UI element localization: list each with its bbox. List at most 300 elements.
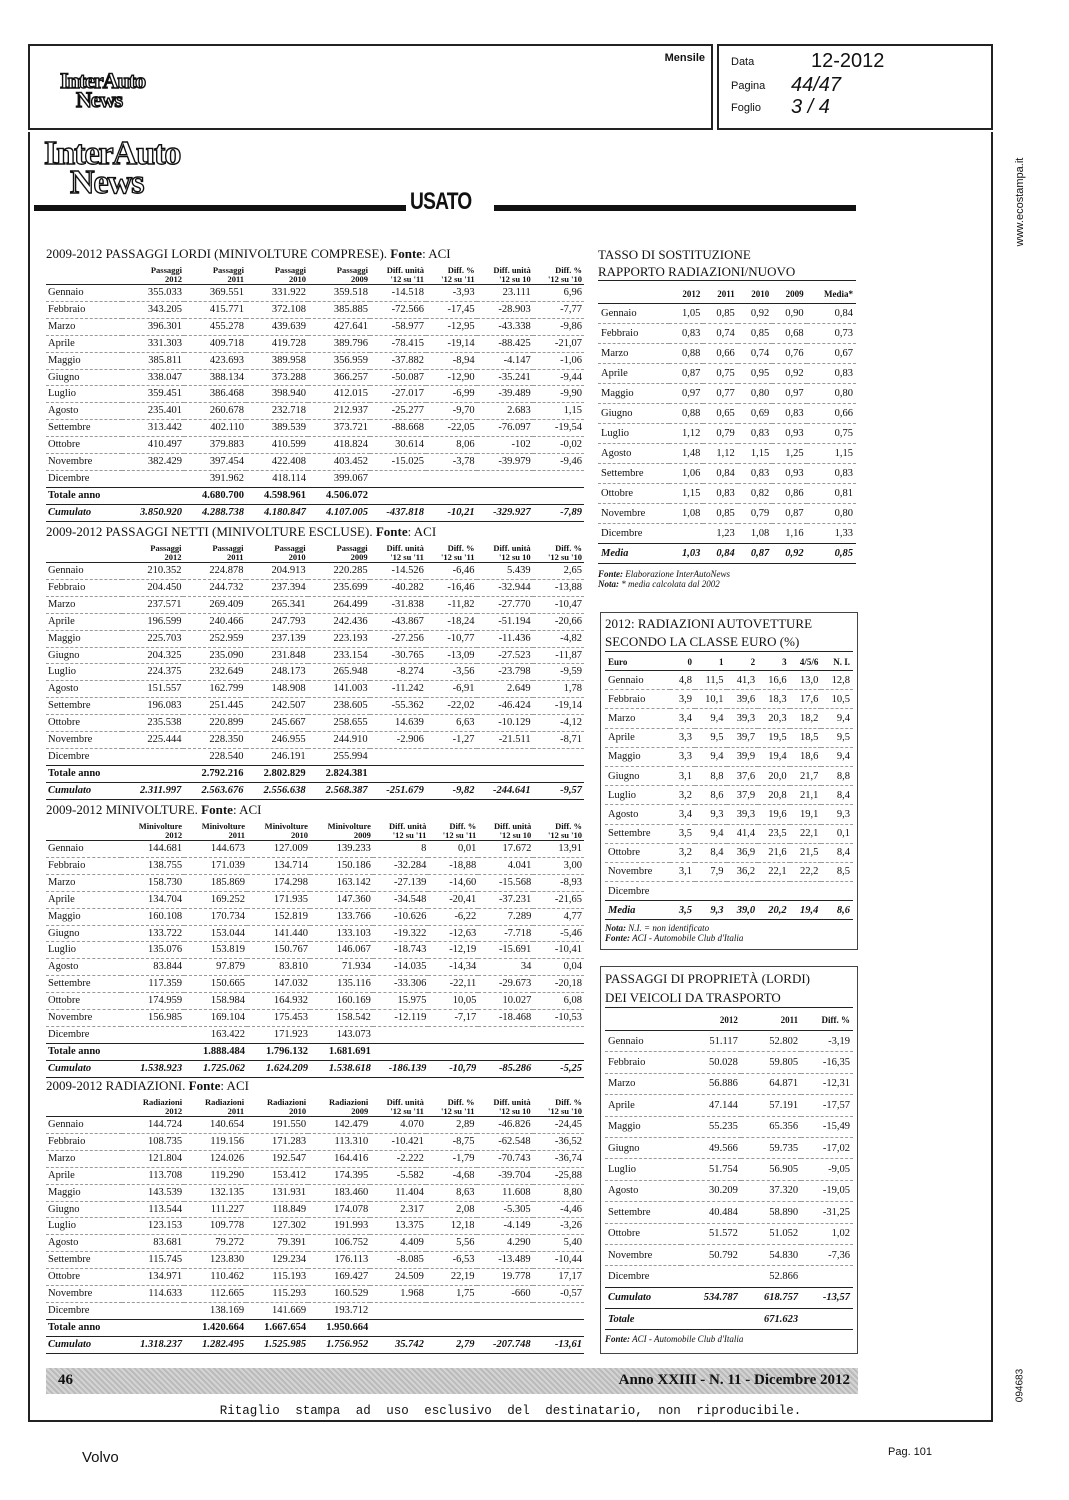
row-value: -10.626 — [373, 908, 428, 925]
row-value: 4.041 — [478, 857, 533, 874]
row-label: Cumulato — [46, 782, 122, 799]
small-row-value: 9,3 — [695, 901, 727, 920]
small-row-value: -12,31 — [801, 1073, 853, 1094]
row-label: Giugno — [46, 925, 121, 942]
small-row-value: 10,5 — [821, 690, 853, 709]
row-label: Totale anno — [46, 1043, 121, 1060]
header-bottom: 2011 — [228, 830, 246, 840]
row-value: -14.526 — [370, 563, 426, 580]
row-value: 331.303 — [122, 335, 184, 352]
row-label: Aprile — [46, 613, 122, 630]
small-row-label: Ottobre — [605, 1223, 681, 1244]
row-value: 235.401 — [122, 403, 184, 420]
header-logo — [60, 68, 146, 112]
table-row — [46, 976, 584, 993]
row-value: 160.108 — [121, 908, 184, 925]
small-row-value: 50.028 — [681, 1052, 741, 1073]
small-row-label: Maggio — [605, 1116, 681, 1137]
row-value: 24.509 — [370, 1269, 426, 1286]
small-row-value: 0,75 — [807, 424, 856, 444]
masthead-logo — [44, 135, 181, 201]
small-row-value: 20,2 — [758, 901, 790, 920]
row-value: 147.032 — [247, 976, 310, 993]
row-value — [478, 1026, 533, 1043]
row-value: 174.298 — [247, 874, 310, 891]
row-value: 23.111 — [477, 285, 533, 302]
row-value: 115.293 — [246, 1286, 308, 1303]
table-radiazioni-block — [46, 1078, 584, 1354]
row-value: -13.489 — [477, 1252, 533, 1269]
row-value: 389.958 — [246, 352, 308, 369]
small-row-value: 64.871 — [741, 1073, 801, 1094]
table-header-cell — [308, 262, 370, 285]
row-label: Marzo — [46, 874, 121, 891]
header-bottom: '12 su '10 — [547, 274, 582, 284]
header-bottom: '12 su 10 — [499, 552, 531, 562]
small-row-value: 17,6 — [790, 690, 822, 709]
row-value: 2.556.638 — [246, 782, 308, 799]
row-value: 258.655 — [308, 715, 370, 732]
row-value: -8,94 — [426, 352, 477, 369]
table-lordi-block — [46, 246, 584, 522]
small-header-cell: 2011 — [703, 285, 737, 304]
small-row-value: 0,76 — [772, 344, 806, 364]
row-value: -9,59 — [533, 664, 584, 681]
row-value: -37.231 — [478, 891, 533, 908]
small-row-value: 1,15 — [669, 484, 703, 504]
row-value: -2.906 — [370, 732, 426, 749]
small-row-value: -16,35 — [801, 1052, 853, 1073]
row-value: 152.819 — [247, 908, 310, 925]
table-header-cell — [184, 1094, 246, 1117]
row-label: Settembre — [46, 698, 122, 715]
small-row-label: Dicembre — [605, 1266, 681, 1287]
row-value: 171.039 — [184, 857, 247, 874]
row-value: 183.460 — [308, 1184, 370, 1201]
row-value: 1.538.923 — [121, 1060, 184, 1077]
row-value: 151.557 — [122, 681, 183, 698]
row-value: 359.518 — [308, 285, 370, 302]
table-row — [46, 1201, 584, 1218]
row-value: 113.310 — [308, 1133, 370, 1150]
small-table-row — [598, 364, 856, 384]
small-header-row — [605, 654, 853, 671]
small-row-value: 0,77 — [703, 384, 737, 404]
row-label: Novembre — [46, 732, 122, 749]
small-row-value: 0,66 — [807, 404, 856, 424]
small-row-value: 0,90 — [772, 304, 806, 324]
small-row-label: Agosto — [605, 805, 670, 824]
small-header-corner — [598, 285, 669, 304]
table-header-cell — [477, 540, 533, 563]
row-value: -19,54 — [533, 420, 584, 437]
row-value: 366.257 — [308, 369, 370, 386]
row-value: -4,82 — [533, 630, 584, 647]
header-bottom: 2012 — [165, 274, 183, 284]
row-value: 133.103 — [310, 925, 373, 942]
header-top: Diff. % — [447, 1097, 475, 1107]
tasso-nota: Nota: * media calcolata dal 2002 — [598, 579, 720, 589]
row-value: -8,93 — [533, 874, 584, 891]
small-row-value: -3,19 — [801, 1031, 853, 1052]
table-row — [46, 664, 584, 681]
row-label: Ottobre — [46, 993, 121, 1010]
table-header-cell — [478, 818, 533, 841]
small-table-row — [605, 1073, 853, 1094]
row-value: -4.149 — [477, 1218, 533, 1235]
row-value: 170.734 — [184, 908, 247, 925]
row-value: 415.771 — [184, 301, 246, 318]
totale-row — [46, 487, 584, 504]
small-row-value: 0,85 — [703, 504, 737, 524]
row-value: 11.608 — [477, 1184, 533, 1201]
small-row-value: 1,12 — [669, 424, 703, 444]
row-label: Settembre — [46, 976, 121, 993]
row-label: Settembre — [46, 1252, 122, 1269]
small-header-cell: 2 — [727, 654, 759, 671]
row-value: 115.193 — [246, 1269, 308, 1286]
small-row-value: 1,02 — [801, 1223, 853, 1244]
masthead-line2: News — [70, 163, 144, 201]
small-row-value: 9,4 — [695, 709, 727, 728]
row-value: -13,88 — [533, 579, 584, 596]
header-top: Minivolture — [264, 821, 308, 831]
row-value: -660 — [477, 1286, 533, 1303]
row-value: 150.186 — [310, 857, 373, 874]
row-value: -27.523 — [477, 647, 533, 664]
table-header-cell — [310, 818, 373, 841]
row-value: 123.830 — [184, 1252, 246, 1269]
table-netti-block — [46, 524, 584, 800]
small-row-value: 0,85 — [807, 544, 856, 564]
trasporto-block — [600, 966, 858, 1354]
header-top: Passaggi — [150, 265, 183, 275]
small-table-row — [605, 690, 853, 709]
small-row-value: 3,9 — [670, 690, 695, 709]
foglio-value: 3 / 4 — [791, 96, 830, 118]
header-top: Diff. unità — [493, 543, 531, 553]
row-value — [370, 1319, 426, 1336]
small-row-value: 3,4 — [670, 805, 695, 824]
small-row-value: 56.905 — [741, 1159, 801, 1180]
small-row-value: 9,3 — [695, 805, 727, 824]
trasporto-title1: PASSAGGI DI PROPRIETÀ (LORDI) — [605, 971, 811, 986]
row-value — [426, 1319, 477, 1336]
euro-title1: 2012: RADIAZIONI AUTOVETTURE — [605, 616, 813, 631]
header-bottom: '12 su '11 — [440, 552, 475, 562]
row-label: Totale anno — [46, 487, 122, 504]
small-row-label: Settembre — [598, 464, 669, 484]
header-bottom: '12 su '11 — [390, 274, 425, 284]
small-row-label: Settembre — [605, 824, 670, 843]
row-value: 419.728 — [246, 335, 308, 352]
small-row-value: 0,84 — [807, 304, 856, 324]
row-value: 3.850.920 — [122, 504, 184, 521]
header-top: Diff. % — [555, 265, 582, 275]
row-value: -19,14 — [533, 698, 584, 715]
header-top: Diff. unità — [493, 1097, 531, 1107]
row-value: 127.302 — [246, 1218, 308, 1235]
row-value: -25.277 — [370, 403, 426, 420]
table-header-row — [46, 540, 584, 563]
row-value: -3,78 — [426, 454, 477, 471]
table-row — [46, 403, 584, 420]
small-row-value: 21,6 — [758, 843, 790, 862]
row-value: 14.639 — [370, 715, 426, 732]
small-row-label: Febbraio — [598, 324, 669, 344]
row-value — [533, 765, 584, 782]
table-header-cell — [121, 818, 184, 841]
small-row-value: 52.802 — [741, 1031, 801, 1052]
header-top: Diff. % — [555, 1097, 582, 1107]
row-value: -88.668 — [370, 420, 426, 437]
row-label: Febbraio — [46, 301, 122, 318]
row-value — [533, 487, 584, 504]
row-value: -27.139 — [373, 874, 428, 891]
header-bottom: 2011 — [227, 1106, 245, 1116]
row-value: 398.940 — [246, 386, 308, 403]
small-row-value: 1,03 — [669, 544, 703, 564]
small-row-value: -31,25 — [801, 1202, 853, 1223]
row-label: Febbraio — [46, 1133, 122, 1150]
row-value: -15.025 — [370, 454, 426, 471]
small-row-value: 0,97 — [669, 384, 703, 404]
row-value: 423.693 — [184, 352, 246, 369]
row-value: 121.804 — [122, 1150, 184, 1167]
header-bottom: 2010 — [288, 274, 306, 284]
table-header-cell — [477, 1094, 533, 1117]
row-value: -10,44 — [533, 1252, 584, 1269]
row-value: 235.538 — [122, 715, 183, 732]
row-value: 2,79 — [426, 1336, 477, 1353]
row-value: 191.550 — [246, 1117, 308, 1134]
small-row-value: 0,69 — [738, 404, 772, 424]
row-value: -8.085 — [370, 1252, 426, 1269]
small-row-value: 3,3 — [670, 747, 695, 766]
row-value — [370, 1302, 426, 1319]
row-value — [370, 748, 426, 765]
disclaimer: Ritaglio stampa ad uso esclusivo del destinatario, non riproducibile. — [219, 1404, 802, 1418]
row-value: 224.878 — [183, 563, 245, 580]
table-header-cell — [370, 262, 426, 285]
small-row-value — [695, 882, 727, 901]
table-row — [46, 993, 584, 1010]
small-row-value — [758, 882, 790, 901]
row-value — [428, 1026, 478, 1043]
small-row-value: 0,74 — [703, 324, 737, 344]
small-row-value: 56.886 — [681, 1073, 741, 1094]
row-value: 118.849 — [246, 1201, 308, 1218]
table-row — [46, 908, 584, 925]
row-label: Agosto — [46, 681, 122, 698]
table-row — [46, 1235, 584, 1252]
row-value: 13,91 — [533, 841, 584, 858]
header-bottom: '12 su '11 — [390, 552, 424, 562]
small-row-value: 51.117 — [681, 1031, 741, 1052]
table-row — [46, 437, 584, 454]
row-value: -6,46 — [426, 563, 477, 580]
netti-table — [46, 540, 584, 800]
row-value: 83.681 — [122, 1235, 184, 1252]
row-value: 373.288 — [246, 369, 308, 386]
row-value: 175.453 — [247, 1010, 310, 1027]
row-value: 396.301 — [122, 318, 184, 335]
row-value: -51.194 — [477, 613, 533, 630]
small-row-label: Luglio — [605, 786, 670, 805]
small-row-value — [790, 882, 822, 901]
table-row — [46, 698, 584, 715]
row-label: Cumulato — [46, 1060, 121, 1077]
row-value: 244.910 — [308, 732, 370, 749]
row-value: 385.811 — [122, 352, 184, 369]
small-table-row — [605, 862, 853, 881]
row-value: 34 — [478, 959, 533, 976]
row-label: Maggio — [46, 630, 122, 647]
header-bottom: '12 su 10 — [499, 830, 532, 840]
header-bottom: 2009 — [351, 1106, 369, 1116]
row-value: 255.994 — [308, 748, 370, 765]
table-row — [46, 959, 584, 976]
row-value: 4.107.005 — [308, 504, 370, 521]
row-value: 246.191 — [246, 748, 308, 765]
row-label: Cumulato — [46, 1336, 122, 1353]
row-value: -14,60 — [428, 874, 478, 891]
row-value: 196.599 — [122, 613, 183, 630]
header-top: Passaggi — [150, 543, 182, 553]
row-label: Maggio — [46, 1184, 122, 1201]
row-value — [533, 748, 584, 765]
row-value: -7,17 — [428, 1010, 478, 1027]
row-value: 192.547 — [246, 1150, 308, 1167]
row-value: -10.421 — [370, 1133, 426, 1150]
row-value: -12,90 — [426, 369, 477, 386]
row-value: 12,18 — [426, 1218, 477, 1235]
small-row-value: 3,4 — [670, 709, 695, 728]
footer-page-num: 46 — [58, 1372, 73, 1388]
row-value: 160.529 — [308, 1286, 370, 1303]
small-row-value: 3,3 — [670, 728, 695, 747]
row-value: 8,80 — [533, 1184, 584, 1201]
row-value: -9,57 — [533, 782, 584, 799]
row-value: -22,02 — [426, 698, 477, 715]
small-row-label: Settembre — [605, 1202, 681, 1223]
client-name: Volvo — [82, 1449, 119, 1466]
table-row — [46, 285, 584, 302]
table-header-cell — [533, 818, 584, 841]
row-value — [426, 487, 477, 504]
small-header-cell: Diff. % — [801, 1010, 853, 1031]
row-value: 224.375 — [122, 664, 183, 681]
small-header-cell: 4/5/6 — [790, 654, 822, 671]
small-row-value: 0,87 — [738, 544, 772, 564]
small-row-value: 618.757 — [741, 1287, 801, 1308]
table-row — [46, 318, 584, 335]
small-table-row — [605, 747, 853, 766]
row-value: 79.391 — [246, 1235, 308, 1252]
tasso-title1: TASSO DI SOSTITUZIONE — [598, 247, 751, 262]
row-value: -17,45 — [426, 301, 477, 318]
small-row-value: 49.566 — [681, 1137, 741, 1158]
small-header-corner — [605, 1010, 681, 1031]
row-value: -8.274 — [370, 664, 426, 681]
row-value: 225.444 — [122, 732, 183, 749]
trasporto-title2: DEI VEICOLI DA TRASPORTO — [605, 988, 853, 1008]
radiazioni-table — [46, 1094, 584, 1354]
small-row-value: 51.052 — [741, 1223, 801, 1244]
small-row-value — [801, 1309, 853, 1330]
row-value: 138.169 — [184, 1302, 246, 1319]
row-value: -33.306 — [373, 976, 428, 993]
footer-issue: Anno XXIII - N. 11 - Dicembre 2012 — [618, 1372, 850, 1388]
small-row-value: 0,74 — [738, 344, 772, 364]
totale-row — [46, 1319, 584, 1336]
small-row-value — [670, 882, 695, 901]
row-value: 141.003 — [308, 681, 370, 698]
table-row — [46, 1026, 584, 1043]
minivolture-title: 2009-2012 MINIVOLTURE. Fonte: ACI — [46, 802, 262, 817]
row-value: -2.222 — [370, 1150, 426, 1167]
row-value: 185.869 — [184, 874, 247, 891]
row-label: Ottobre — [46, 437, 122, 454]
small-row-value: 0,83 — [669, 324, 703, 344]
row-label: Gennaio — [46, 1117, 122, 1134]
row-value: 2.802.829 — [246, 765, 308, 782]
row-value: 4.288.738 — [184, 504, 246, 521]
row-value: 119.156 — [184, 1133, 246, 1150]
row-value — [426, 765, 477, 782]
small-row-value: 1,25 — [772, 444, 806, 464]
row-value: 1.888.484 — [184, 1043, 247, 1060]
row-value: 372.108 — [246, 301, 308, 318]
small-row-value: 3,2 — [670, 843, 695, 862]
small-row-value: 0,80 — [807, 384, 856, 404]
row-value: 133.766 — [310, 908, 373, 925]
header-bottom: '12 su 10 — [499, 1106, 531, 1116]
row-value: 174.078 — [308, 1201, 370, 1218]
tasso-table — [598, 285, 856, 564]
table-row — [46, 1133, 584, 1150]
table-row — [46, 874, 584, 891]
row-value: -20,18 — [533, 976, 584, 993]
row-value: 171.935 — [247, 891, 310, 908]
small-row-value: 0,86 — [772, 484, 806, 504]
small-header-cell: 2011 — [741, 1010, 801, 1031]
row-value: -6,53 — [426, 1252, 477, 1269]
row-value: 220.899 — [183, 715, 245, 732]
row-value: -32.284 — [373, 857, 428, 874]
row-value: -3,56 — [426, 664, 477, 681]
row-value: 1.318.237 — [122, 1336, 184, 1353]
row-value: 388.134 — [184, 369, 246, 386]
table-row — [46, 579, 584, 596]
row-value: 143.539 — [122, 1184, 184, 1201]
header-top: Diff. % — [449, 821, 477, 831]
small-row-value: 39,3 — [727, 805, 759, 824]
row-value: 4.680.700 — [184, 487, 246, 504]
small-row-value: 18,2 — [790, 709, 822, 728]
small-table-row — [598, 424, 856, 444]
tasso-title2: RAPPORTO RADIAZIONI/NUOVO — [598, 263, 856, 281]
row-value — [122, 748, 183, 765]
row-value: -46.424 — [477, 698, 533, 715]
small-row-value: 19,5 — [758, 728, 790, 747]
row-value: 134.704 — [121, 891, 184, 908]
small-row-value: 7,9 — [695, 862, 727, 881]
data-value: 12-2012 — [811, 50, 885, 72]
row-value: 163.422 — [184, 1026, 247, 1043]
table-row — [46, 369, 584, 386]
small-row-value: 1,06 — [669, 464, 703, 484]
